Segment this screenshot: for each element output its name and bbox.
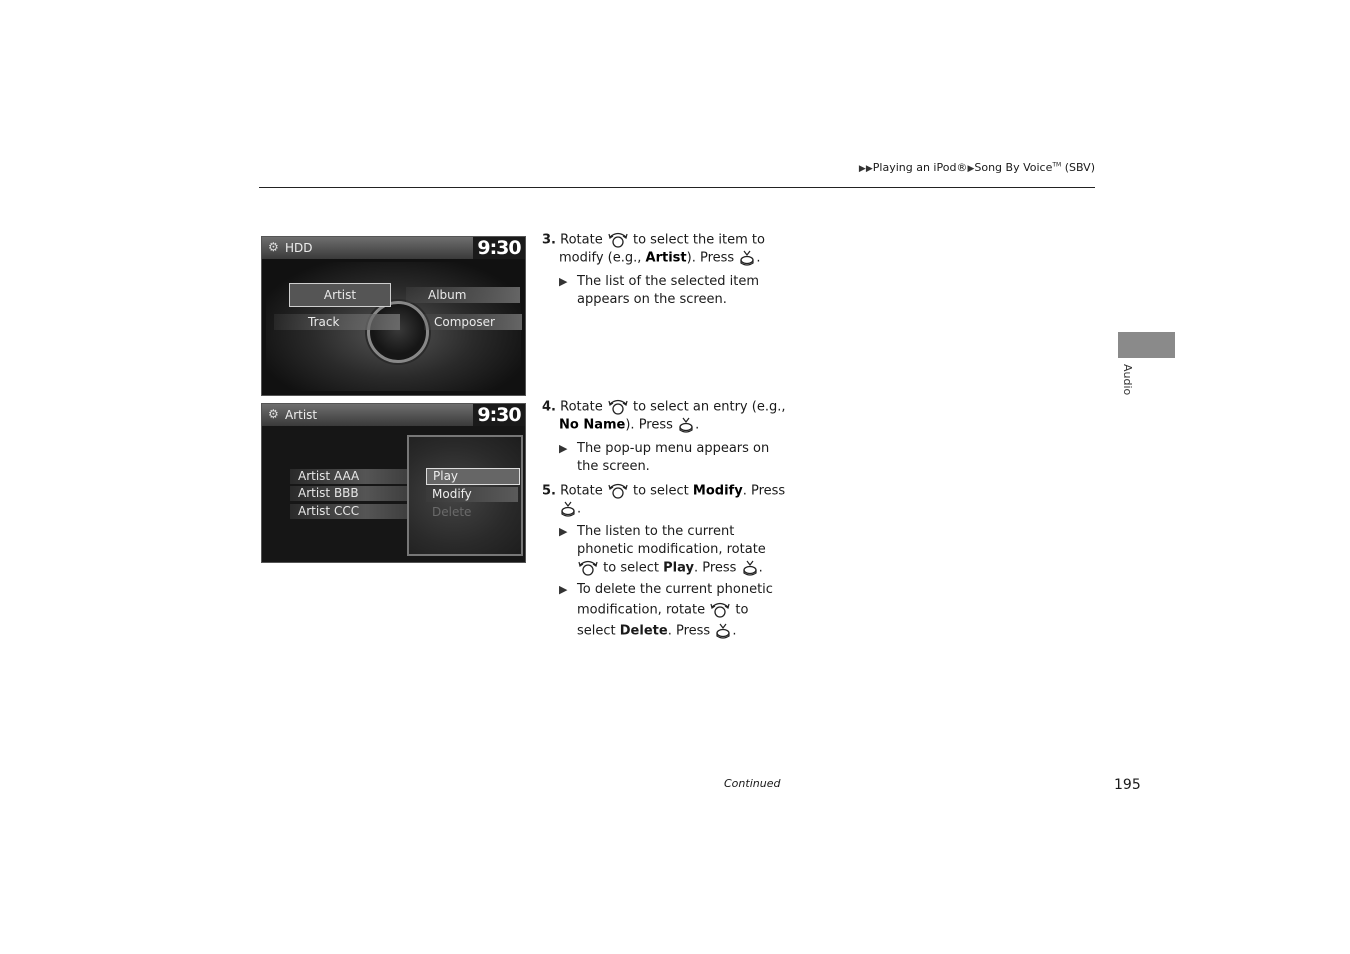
list-item[interactable]: Artist AAA [290, 469, 416, 484]
step-keyword: No Name [559, 417, 626, 433]
result-text: The listen to the current [577, 524, 735, 539]
result-text: The pop-up menu appears on [577, 441, 770, 456]
screen-artist [261, 403, 526, 563]
triangle-right-icon: ▶ [559, 442, 568, 455]
press-knob-icon [741, 559, 759, 577]
step-text: Rotate [560, 232, 603, 248]
interface-dial-icon [367, 301, 429, 363]
rotate-knob-icon [607, 231, 629, 249]
step-text: . Press [742, 483, 786, 499]
step-keyword: Delete [619, 623, 668, 639]
continued-label: Continued [724, 777, 781, 790]
screen-title: Artist [285, 408, 318, 422]
popup-item-play[interactable]: Play [426, 468, 520, 485]
breadcrumb [830, 161, 1095, 174]
option-album[interactable]: Album [406, 287, 520, 303]
result-text: . Press [693, 560, 737, 576]
popup-item-delete[interactable]: Delete [432, 505, 472, 519]
screen-title-bar [262, 404, 525, 426]
step-keyword: Artist [645, 250, 687, 266]
result-text: . Press [667, 623, 711, 639]
triangle-right-icon: ▶ [559, 583, 568, 596]
breadcrumb-part1: Playing an iPod® [872, 161, 968, 174]
step-keyword: Modify [692, 483, 743, 499]
section-tab-label: Audio [1121, 364, 1134, 396]
result-text: the screen. [577, 459, 650, 474]
screen-title-bar [262, 237, 525, 259]
triangle-right-icon: ▶ [559, 525, 568, 538]
step-text: Rotate [560, 483, 603, 499]
breadcrumb-part3: (SBV) [1061, 161, 1095, 174]
triangle-right-icon: ▶▶ [858, 164, 873, 174]
list-item[interactable]: Artist BBB [290, 486, 416, 501]
screen-hdd [261, 236, 526, 396]
option-artist[interactable]: Artist [289, 283, 391, 307]
rotate-knob-icon [607, 398, 629, 416]
list-item[interactable]: Artist CCC [290, 504, 416, 519]
press-knob-icon [714, 622, 732, 640]
selector-panel [266, 262, 521, 391]
step-text: to select the item to [632, 232, 765, 248]
press-knob-icon [738, 249, 756, 267]
step-text: ). Press [625, 417, 673, 433]
option-track[interactable]: Track [274, 314, 400, 330]
rotate-knob-icon [709, 601, 731, 619]
result-text: to [735, 602, 749, 618]
result-text: modification, rotate [577, 602, 706, 618]
result-text: phonetic modification, rotate [577, 542, 766, 557]
header-rule [259, 187, 1095, 188]
triangle-right-icon: ▶ [967, 164, 975, 174]
result-text: appears on the screen. [577, 292, 727, 307]
gear-icon: ⚙ [268, 407, 279, 421]
step-text: to select an entry (e.g., [632, 399, 786, 415]
step-text: Rotate [560, 399, 603, 415]
step-number: 3. [542, 232, 556, 248]
popup-item-modify[interactable]: Modify [426, 487, 518, 502]
rotate-knob-icon [577, 559, 599, 577]
step-text: ). Press [686, 250, 735, 266]
triangle-right-icon: ▶ [559, 275, 568, 288]
step-text: to select [632, 483, 693, 499]
result-text: to select [603, 560, 664, 576]
option-composer[interactable]: Composer [424, 314, 522, 330]
gear-icon: ⚙ [268, 240, 279, 254]
clock: 9:30 [473, 404, 525, 426]
section-tab [1118, 332, 1175, 358]
press-knob-icon [559, 500, 577, 518]
breadcrumb-part2: Song By Voice [974, 161, 1053, 174]
press-knob-icon [677, 416, 695, 434]
page-number: 195 [1114, 777, 1141, 793]
step-number: 4. [542, 399, 556, 415]
clock: 9:30 [473, 237, 525, 259]
trademark: TM [1052, 161, 1062, 169]
rotate-knob-icon [607, 482, 629, 500]
step-text: modify (e.g., [559, 250, 646, 266]
result-text: select [577, 623, 620, 639]
step-number: 5. [542, 483, 556, 499]
result-text: The list of the selected item [577, 274, 760, 289]
screen-title: HDD [285, 241, 313, 255]
result-text: To delete the current phonetic [577, 582, 773, 597]
step-keyword: Play [663, 560, 694, 576]
popup-menu [407, 435, 523, 556]
